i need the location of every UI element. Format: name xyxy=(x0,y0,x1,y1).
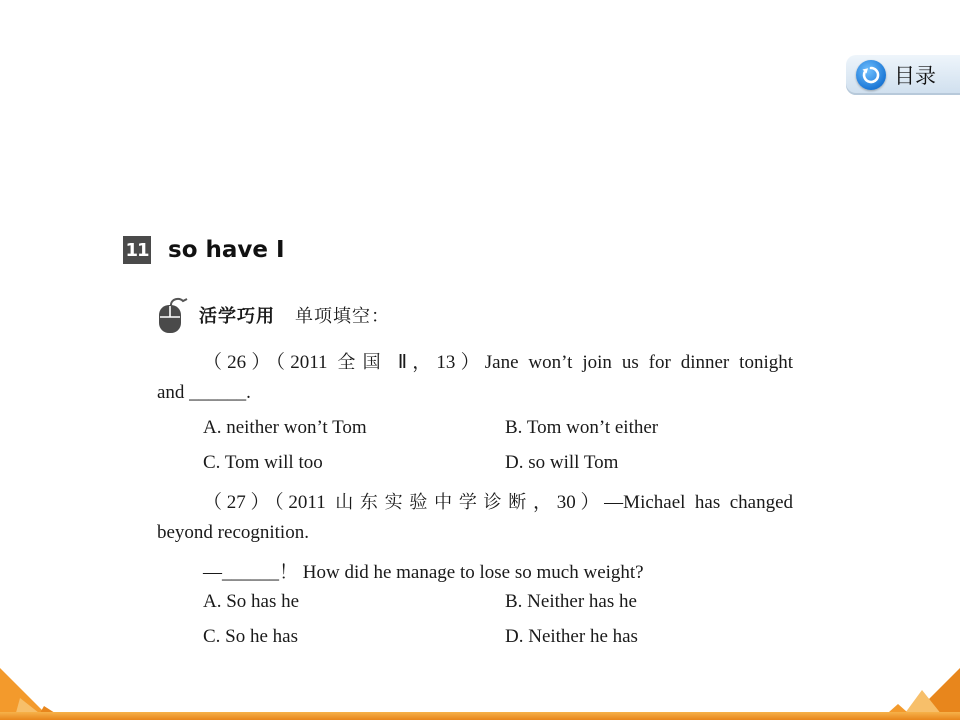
q27-line1 xyxy=(203,487,793,514)
q27-option-b[interactable]: B. Neither has he xyxy=(505,591,637,612)
q27-stem: ，30）—Michael has changed xyxy=(533,492,794,513)
q27-line3: —______！ How did he manage to lose so much weight? xyxy=(203,562,644,583)
mouse-icon xyxy=(157,295,193,335)
corner-decoration-left xyxy=(0,660,110,720)
q26-line2: and ______. xyxy=(157,382,251,403)
q27-option-c[interactable]: C. So he has xyxy=(203,626,298,647)
q26-option-c[interactable]: C. Tom will too xyxy=(203,452,323,473)
q27-line2: beyond recognition. xyxy=(157,522,309,543)
bottom-bar xyxy=(0,712,960,720)
exercise-type: 单项填空： xyxy=(295,306,390,327)
q27-option-a[interactable]: A. So has he xyxy=(203,591,300,612)
q26-source-pre: （26）（2011 xyxy=(203,352,338,373)
exercise-label: 活学巧用 xyxy=(199,306,275,327)
q26-option-d[interactable]: D. so will Tom xyxy=(505,452,619,473)
q27-option-d[interactable]: D. Neither he has xyxy=(505,626,638,647)
q27-source-cn: 山东实验中学诊断 xyxy=(335,492,533,513)
exercise-header xyxy=(157,295,390,335)
q26-source-cn: 全国 xyxy=(337,352,388,373)
refresh-icon xyxy=(856,60,886,90)
section-title: so have I xyxy=(168,237,285,263)
q26-stem: Ⅱ，13）Jane won’t join us for dinner tonight xyxy=(387,352,794,373)
q26-line1 xyxy=(203,347,793,374)
toc-button[interactable] xyxy=(846,55,960,95)
section-number-badge: 11 xyxy=(123,236,151,264)
toc-label: 目录 xyxy=(894,64,936,88)
q26-option-b[interactable]: B. Tom won’t either xyxy=(505,417,659,438)
q26-option-a[interactable]: A. neither won’t Tom xyxy=(203,417,367,438)
section-header xyxy=(123,236,285,264)
q27-source-pre: （27）（2011 xyxy=(203,492,336,513)
